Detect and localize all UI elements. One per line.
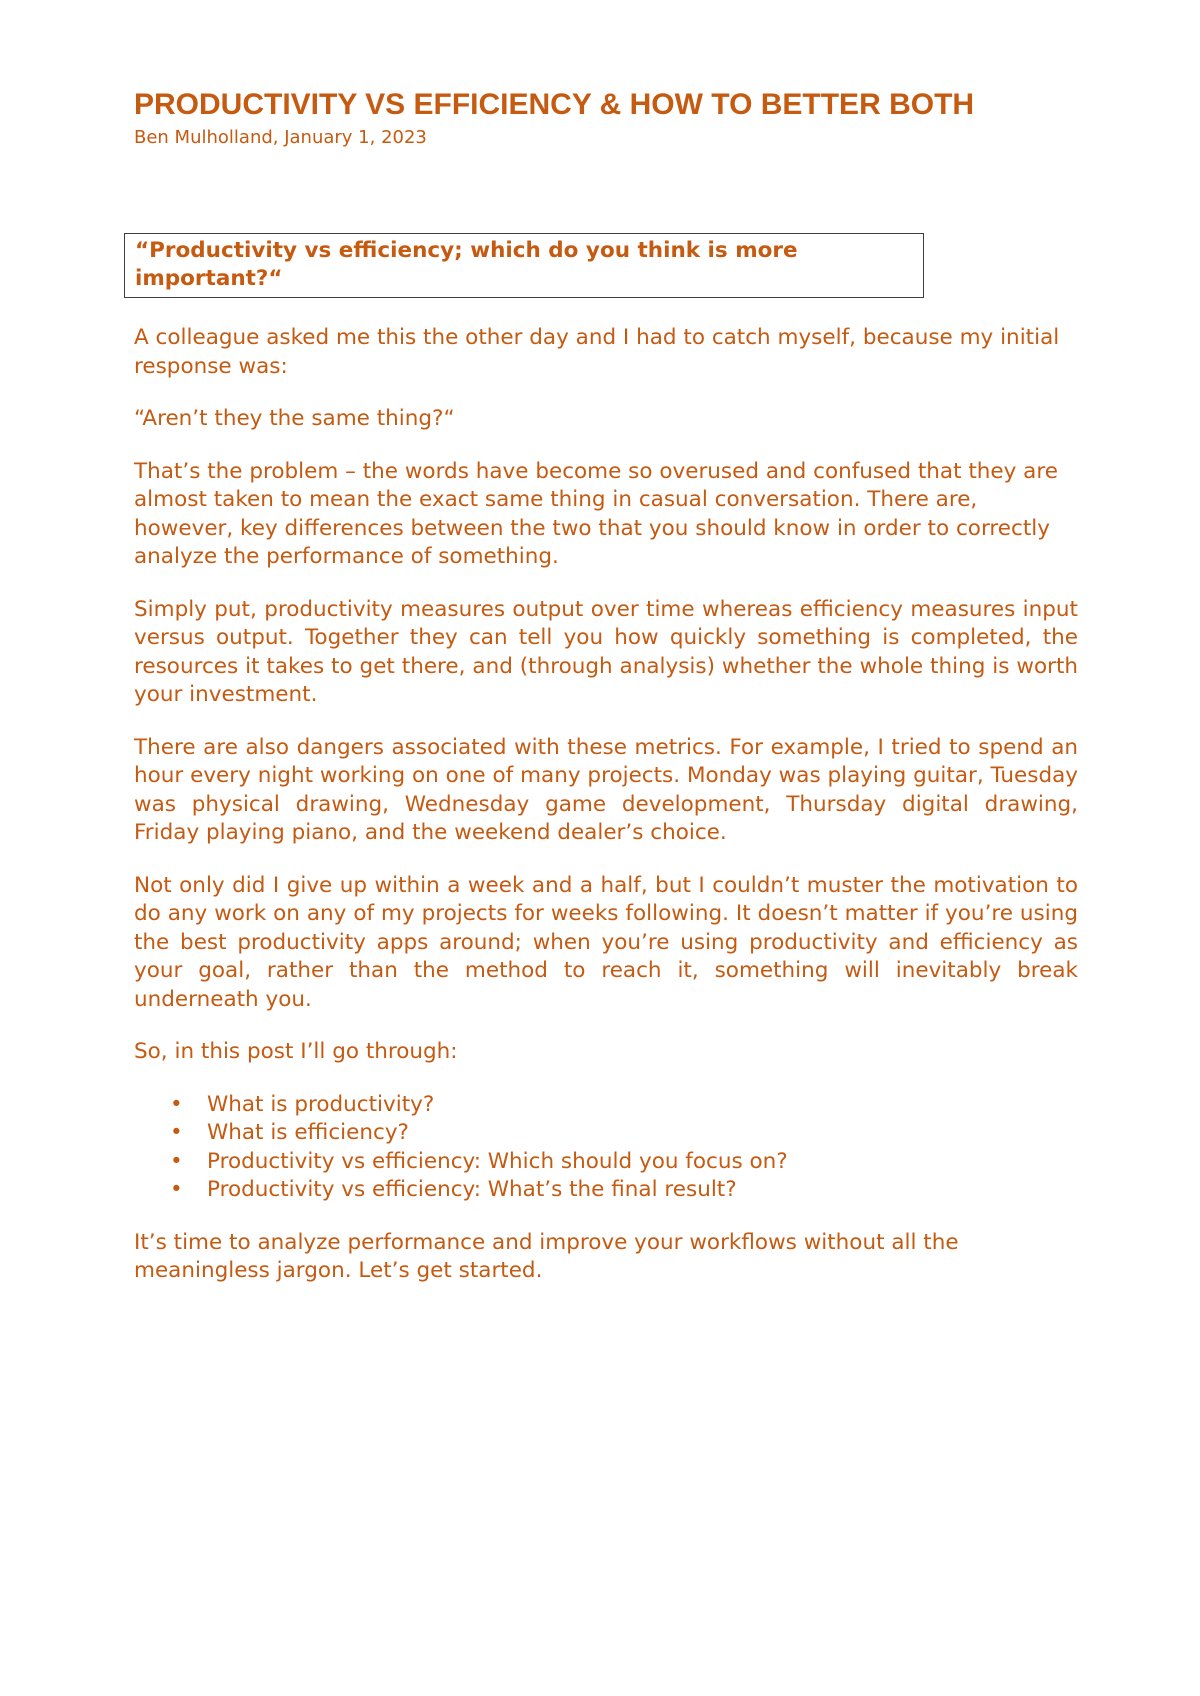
paragraph: “Aren’t they the same thing?“ bbox=[134, 406, 455, 431]
list-item-text: What is productivity? bbox=[207, 1091, 435, 1117]
list-item-text: Productivity vs efficiency: What’s the final result? bbox=[207, 1177, 737, 1202]
list-item bbox=[134, 1176, 1078, 1205]
paragraph: So, in this post I’ll go through: bbox=[134, 1039, 458, 1064]
list-item bbox=[134, 1119, 1078, 1148]
list-item bbox=[134, 1148, 1078, 1177]
list-item-text: What is efficiency? bbox=[207, 1120, 409, 1145]
bullet-icon: • bbox=[170, 1148, 183, 1174]
quote-box: “Productivity vs efficiency; which do you think is more important?“ bbox=[124, 233, 924, 298]
paragraph: That’s the problem – the words have become so overused and confused that they are almost taken to mean the exact same thing in casual conversation. There are, however, key differences between the two that you should know in order to correctly analyze the performance of something. bbox=[134, 458, 1058, 569]
list-item bbox=[134, 1091, 1078, 1120]
article-body bbox=[134, 324, 1078, 1286]
paragraph: Simply put, productivity measures output over time whereas efficiency measures input versus output. Together they can tell you how quickly something is completed, the resources it takes to get there, and (through analysis) whether the whole thing is worth your investment. bbox=[134, 596, 1078, 707]
paragraph: Not only did I give up within a week and a half, but I couldn’t muster the motivation to do any work on any of my projects for weeks following. It doesn’t matter if you’re using the best productivity apps around; when you’re using productivity and efficiency as your goal, rather than the method to reach it, something will inevitably break underneath you. bbox=[134, 872, 1078, 1012]
document-title: PRODUCTIVITY VS EFFICIENCY & HOW TO BETTER BOTH bbox=[134, 88, 975, 121]
bullet-icon: • bbox=[170, 1120, 183, 1145]
bullet-icon: • bbox=[170, 1177, 183, 1202]
closing-paragraph: It’s time to analyze performance and improve your workflows without all the meaningless jargon. Let’s get started. bbox=[134, 1229, 959, 1283]
document-page bbox=[134, 86, 1078, 1310]
bullet-icon: • bbox=[170, 1091, 183, 1117]
list-item-text: Productivity vs efficiency: Which should you focus on? bbox=[207, 1148, 788, 1174]
byline: Ben Mulholland, January 1, 2023 bbox=[134, 127, 427, 148]
paragraph: A colleague asked me this the other day and I had to catch myself, because my initial response was: bbox=[134, 325, 1060, 379]
bullet-list bbox=[134, 1091, 1078, 1205]
paragraph: There are also dangers associated with these metrics. For example, I tried to spend an hour every night working on one of many projects. Monday was playing guitar, Tuesday was physical drawing, Wednesday game development, Thursday digital drawing, Friday playing piano, and the weekend dealer’s choice. bbox=[134, 734, 1078, 845]
